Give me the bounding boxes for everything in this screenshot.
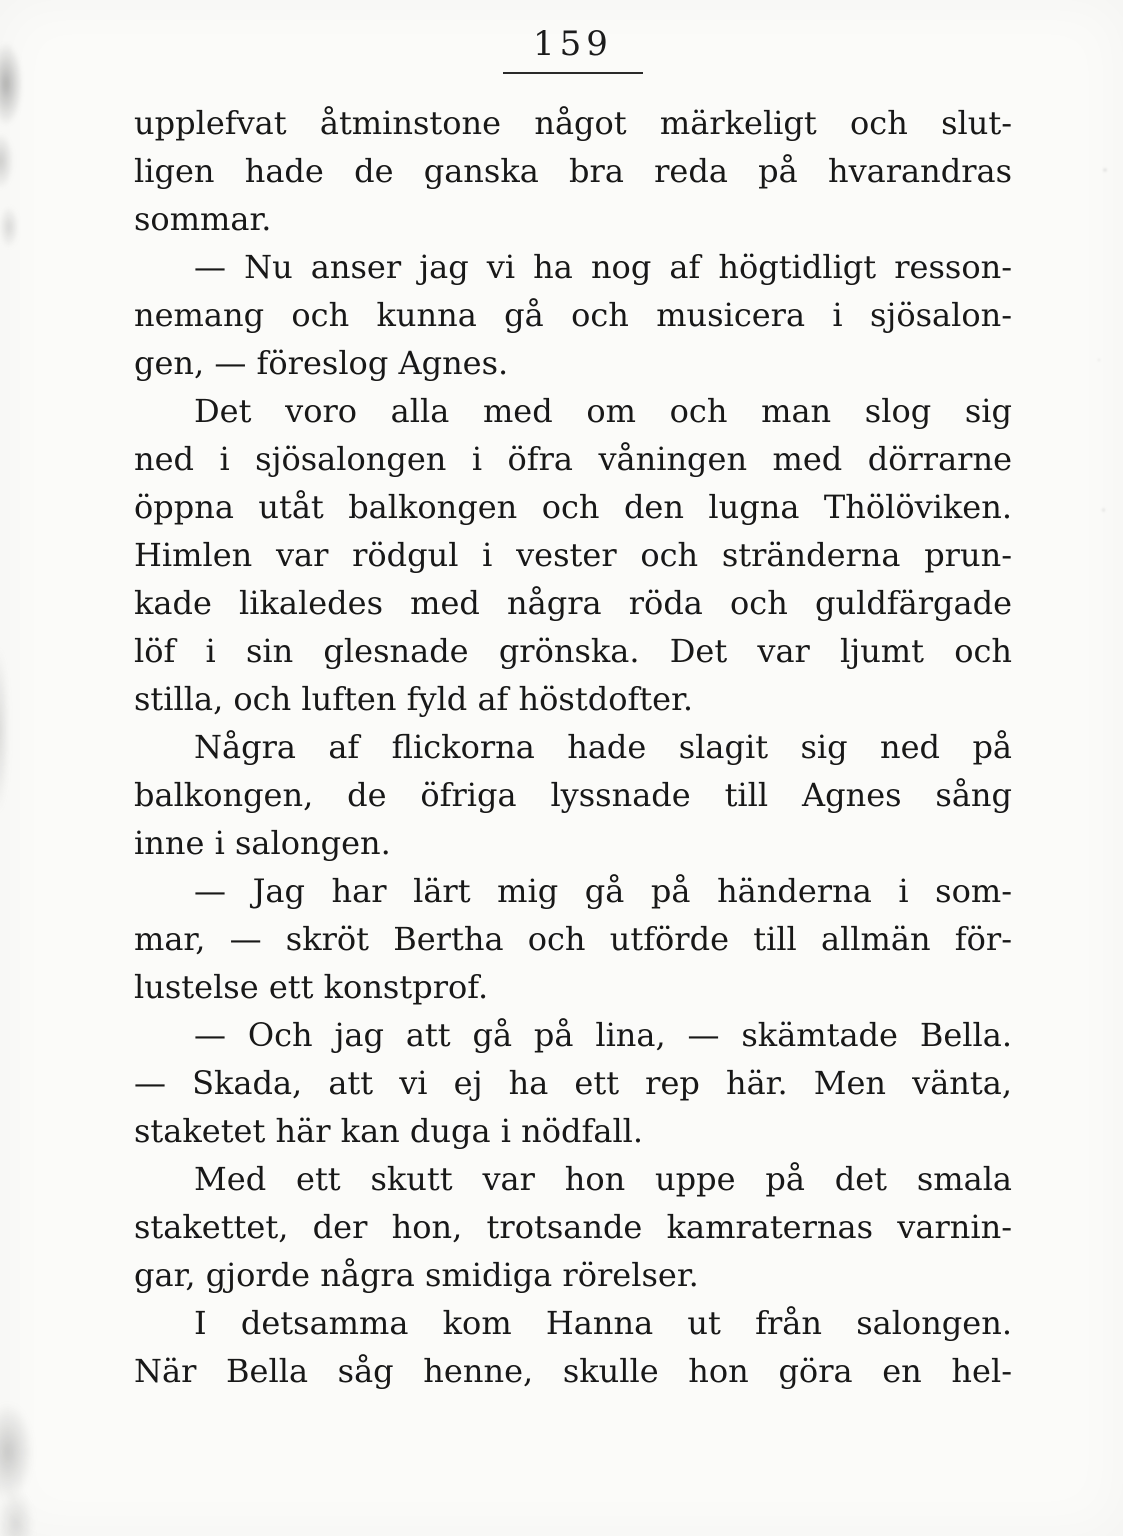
scan-smudge-bottom-left: [0, 1380, 60, 1536]
page-number: 159: [503, 24, 643, 74]
text-line: Det voro alla med om och man slog sig: [194, 392, 1012, 430]
text-line: löf i sin glesnade grönska. Det var ljumt och: [134, 632, 1012, 670]
text-line: gen, — föreslog Agnes.: [134, 344, 509, 382]
text-line: — Nu anser jag vi ha nog af högtidligt resson-: [194, 248, 1012, 286]
text-line: När Bella såg henne, skulle hon göra en hel-: [134, 1352, 1012, 1390]
text-line: — Och jag att gå på lina, — skämtade Bella.: [194, 1016, 1012, 1054]
scan-smudge-top-left: [0, 40, 42, 260]
text-line: Några af flickorna hade slagit sig ned på: [194, 728, 1012, 766]
text-line: nemang och kunna gå och musicera i sjösalon-: [134, 296, 1012, 334]
text-line: Med ett skutt var hon uppe på det smala: [194, 1160, 1012, 1198]
paragraph: [134, 1011, 1012, 1155]
text-line: Himlen var rödgul i vester och stränderna prun-: [134, 536, 1012, 574]
text-line: sommar.: [134, 200, 272, 238]
text-line: stilla, och luften fyld af höstdofter.: [134, 680, 694, 718]
paragraph: [134, 723, 1012, 867]
text-line: upplefvat åtminstone något märkeligt och slut-: [134, 104, 1012, 142]
text-line: stakettet, der hon, trotsande kamraternas varnin-: [134, 1208, 1012, 1246]
paragraph: [134, 1299, 1012, 1395]
text-line: — Jag har lärt mig gå på händerna i som-: [194, 872, 1012, 910]
scan-specks-right: [1087, 120, 1117, 620]
paragraph: [134, 867, 1012, 1011]
text-line: kade likaledes med några röda och guldfärgade: [134, 584, 1012, 622]
paragraph: [134, 99, 1012, 243]
text-line: staketet här kan duga i nödfall.: [134, 1112, 644, 1150]
text-line: gar, gjorde några smidiga rörelser.: [134, 1256, 699, 1294]
page-text: [134, 99, 1012, 1395]
paragraph: [134, 1155, 1012, 1299]
text-line: ned i sjösalongen i öfra våningen med dörrarne: [134, 440, 1012, 478]
text-line: öppna utåt balkongen och den lugna Thölöviken.: [134, 488, 1012, 526]
paragraph: [134, 387, 1012, 723]
text-line: ligen hade de ganska bra reda på hvarandras: [134, 152, 1012, 190]
paragraph: [134, 243, 1012, 387]
text-line: I detsamma kom Hanna ut från salongen.: [194, 1304, 1012, 1342]
text-line: mar, — skröt Bertha och utförde till allmän för-: [134, 920, 1012, 958]
text-line: lustelse ett konstprof.: [134, 968, 489, 1006]
text-line: — Skada, att vi ej ha ett rep här. Men vänta,: [134, 1064, 1012, 1102]
page-header: [134, 24, 1012, 74]
scan-smudge-left-edge: [0, 600, 16, 860]
text-line: balkongen, de öfriga lyssnade till Agnes sång: [134, 776, 1012, 814]
text-line: inne i salongen.: [134, 824, 391, 862]
